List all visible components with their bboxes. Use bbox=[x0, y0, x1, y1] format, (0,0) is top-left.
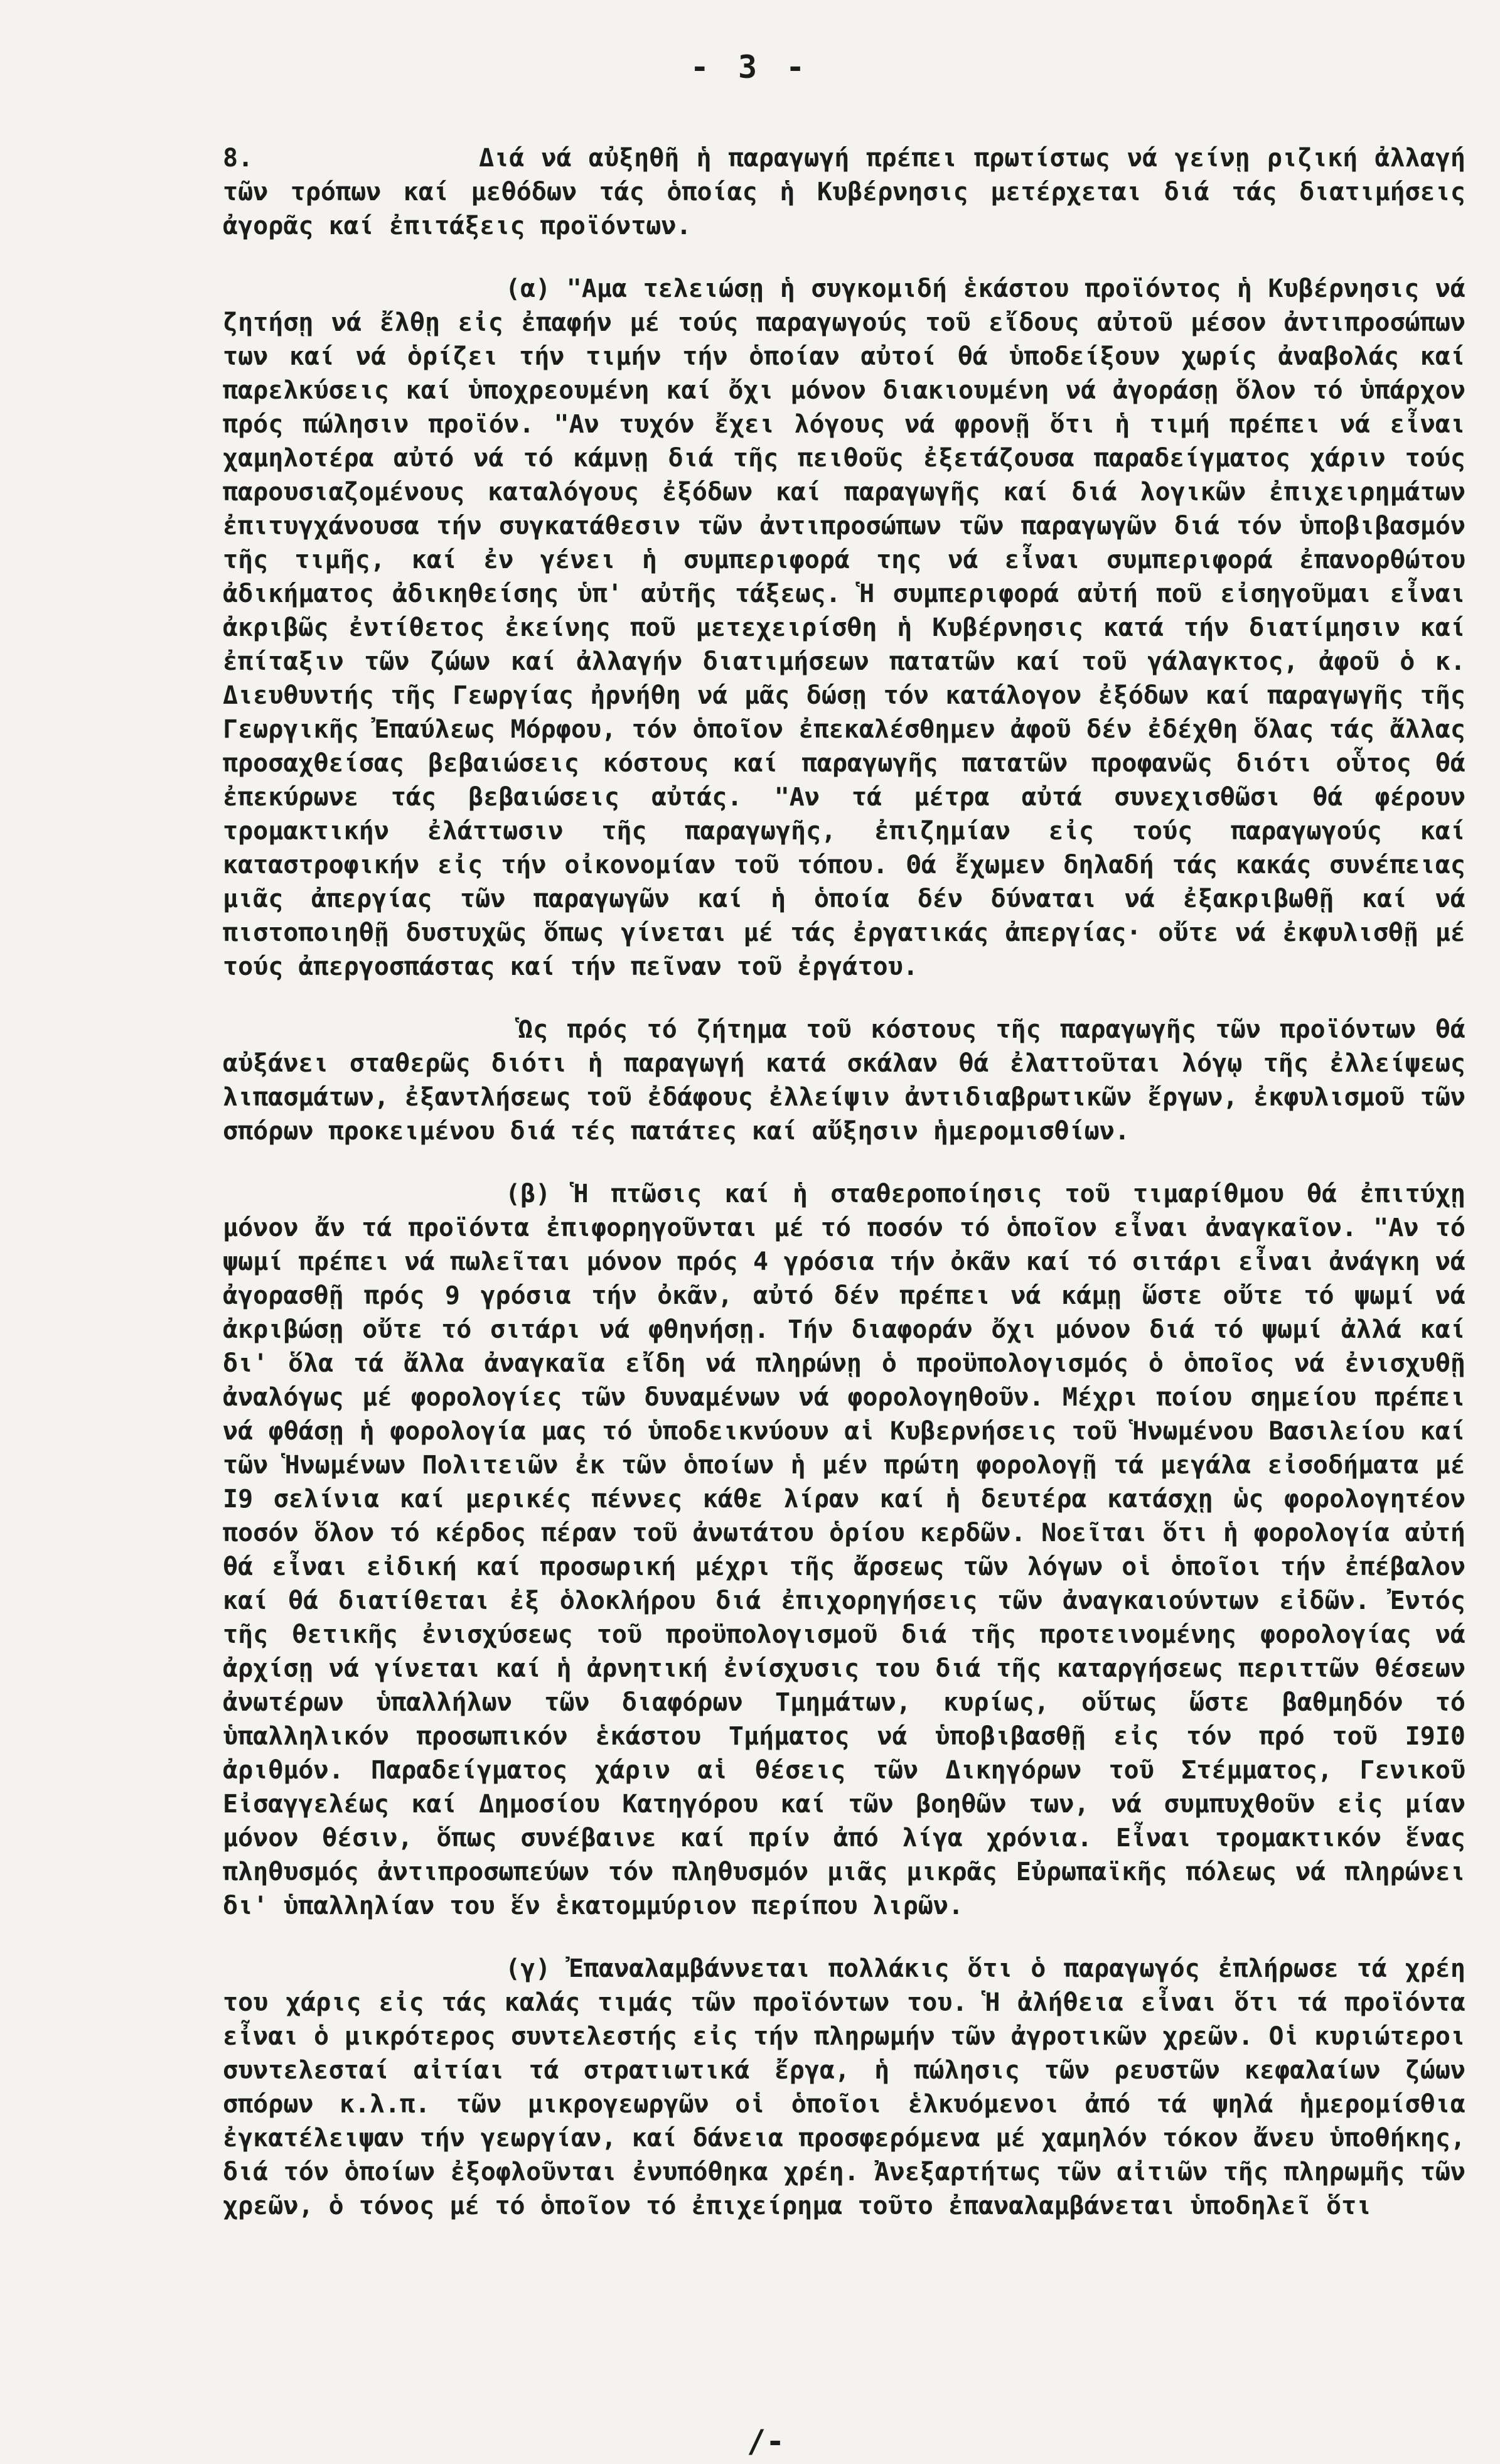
paragraph-8 bbox=[223, 141, 1465, 243]
document-body bbox=[223, 141, 1465, 2252]
paragraph-cost: Ὡς πρός τό ζήτημα τοῦ κόστους τῆς παραγωγῆς τῶν προϊόντων θά αὐξάνει σταθερῶς διότι ἡ παραγωγή κατά σκάλαν θά ἐλαττοῦται λόγῳ τῆς ἐλλείψεως λιπασμάτων, ἐξαντλήσεως τοῦ ἐδάφους ἐλλείψιν ἀντιδιαβρωτικῶν ἔργων, ἐκφυλισμοῦ τῶν σπόρων προκειμένου διά τές πατάτες καί αὔξησιν ἡμερομισθίων. bbox=[223, 1015, 1465, 1146]
paragraph-text: Διά νά αὐξηθῆ ἡ παραγωγή πρέπει πρωτίστως νά γείνῃ ριζική ἀλλαγή τῶν τρόπων καί μεθόδων τάς ὁποίας ἡ Κυβέρνησις μετέρχεται διά τάς διατιμήσεις ἀγορᾶς καί ἐπιτάξεις προϊόντων. bbox=[223, 144, 1465, 240]
continuation-mark: /- bbox=[747, 2423, 785, 2460]
paragraph-alpha: (α) "Αμα τελειώσῃ ἡ συγκομιδή ἑκάστου προϊόντος ἡ Κυβέρνησις νά ζητήσῃ νά ἔλθῃ εἰς ἐπαφήν μέ τούς παραγωγούς τοῦ εἴδους αὐτοῦ μέσον ἀντιπροσώπων των καί νά ὁρίζει τήν τιμήν τήν ὁποίαν αὐτοί θά ὑποδείξουν χωρίς ἀναβολάς καί παρελκύσεις καί ὑποχρεουμένη καί ὄχι μόνον διακιουμένη νά ἀγοράσῃ ὅλον τό ὑπάρχον πρός πώλησιν προϊόν. "Αν τυχόν ἔχει λόγους νά φρονῇ ὅτι ἡ τιμή πρέπει νά εἶναι χαμηλοτέρα αὐτό νά τό κάμνῃ διά τῆς πειθοῦς ἐξετάζουσα παραδείγματος χάριν τούς παρουσιαζομένους καταλόγους ἐξόδων καί παραγωγῆς καί διά λογικῶν ἐπιχειρημάτων ἐπιτυγχάνουσα τήν συγκατάθεσιν τῶν ἀντιπροσώπων τῶν παραγωγῶν διά τόν ὑποβιβασμόν τῆς τιμῆς, καί ἐν γένει ἡ συμπεριφορά της νά εἶναι συμπεριφορά ἐπανορθώτου ἀδικήματος ἀδικηθείσης ὑπ' αὐτῆς τάξεως. Ἡ συμπεριφορά αὐτή ποῦ εἰσηγοῦμαι εἶναι ἀκριβῶς ἐντίθετος ἐκείνης ποῦ μετεχειρίσθη ἡ Κυβέρνησις κατά τήν διατίμησιν καί ἐπίταξιν τῶν ζώων καί ἀλλαγήν διατιμήσεων πατατῶν καί τοῦ γάλαγκτος, ἀφοῦ ὁ κ. Διευθυντής τῆς Γεωργίας ἠρνήθη νά μᾶς δώσῃ τόν κατάλογον ἐξόδων καί παραγωγῆς τῆς Γεωργικῆς Ἐπαύλεως Μόρφου, τόν ὁποῖον ἐπεκαλέσθημεν ἀφοῦ δέν ἐδέχθη ὅλας τάς ἄλλας προσαχθείσας βεβαιώσεις κόστους καί παραγωγῆς πατατῶν προφανῶς διότι οὗτος θά ἐπεκύρωνε τάς βεβαιώσεις αὐτάς. "Αν τά μέτρα αὐτά συνεχισθῶσι θά φέρουν τρομακτικήν ἐλάττωσιν τῆς παραγωγῆς, ἐπιζημίαν εἰς τούς παραγωγούς καί καταστροφικήν εἰς τήν οἰκονομίαν τοῦ τόπου. Θά ἔχωμεν δηλαδή τάς κακάς συνέπειας μιᾶς ἀπεργίας τῶν παραγωγῶν καί ἡ ὁποία δέν δύναται νά ἐξακριβωθῇ καί νά πιστοποιηθῇ δυστυχῶς ὅπως γίνεται μέ τάς ἐργατικάς ἀπεργίας· οὔτε νά ἐκφυλισθῇ μέ τούς ἀπεργοσπάστας καί τήν πεῖναν τοῦ ἐργάτου. bbox=[223, 274, 1465, 981]
paragraph-beta: (β) Ἡ πτῶσις καί ἡ σταθεροποίησις τοῦ τιμαρίθμου θά ἐπιτύχῃ μόνον ἄν τά προϊόντα ἐπιφορηγοῦνται μέ τό ποσόν τό ὁποῖον εἶναι ἀναγκαῖον. "Αν τό ψωμί πρέπει νά πωλεῖται μόνον πρός 4 γρόσια τήν ὀκᾶν καί τό σιτάρι εἶναι ἀνάγκη νά ἀγορασθῇ πρός 9 γρόσια τήν ὀκᾶν, αὐτό δέν πρέπει νά κάμῃ ὥστε οὔτε τό ψωμί νά ἀκριβώσῃ οὔτε τό σιτάρι νά φθηνήσῃ. Τήν διαφοράν ὄχι μόνον διά τό ψωμί ἀλλά καί δι' ὅλα τά ἄλλα ἀναγκαῖα εἴδη νά πληρώνῃ ὁ προϋπολογισμός ὁ ὁποῖος νά ἐνισχυθῇ ἀναλόγως μέ φορολογίες τῶν δυναμένων νά φορολογηθοῦν. Μέχρι ποίου σημείου πρέπει νά φθάσῃ ἡ φορολογία μας τό ὑποδεικνύουν αἱ Κυβερνήσεις τοῦ Ἡνωμένου Βασιλείου καί τῶν Ἡνωμένων Πολιτειῶν ἐκ τῶν ὁποίων ἡ μέν πρώτη φορολογῇ τά μεγάλα εἰσοδήματα μέ Ι9 σελίνια καί μερικές πέννες κάθε λίραν καί ἡ δευτέρα κατάσχῃ ὡς φορολογητέον ποσόν ὅλον τό κέρδος πέραν τοῦ ἀνωτάτου ὁρίου κερδῶν. Νοεῖται ὅτι ἡ φορολογία αὐτή θά εἶναι εἰδική καί προσωρική μέχρι τῆς ἄρσεως τῶν λόγων οἱ ὁποῖοι τήν ἐπέβαλον καί θά διατίθεται ἐξ ὁλοκλήρου διά ἐπιχορηγήσεις τῶν ἀναγκαιούντων εἰδῶν. Ἐντός τῆς θετικῆς ἐνισχύσεως τοῦ προϋπολογισμοῦ διά τῆς προτεινομένης φορολογίας νά ἀρχίσῃ νά γίνεται καί ἡ ἀρνητική ἐνίσχυσις του διά τῆς καταργήσεως περιττῶν θέσεων ἀνωτέρων ὑπαλλήλων τῶν διαφόρων Τμημάτων, κυρίως, οὕτως ὥστε βαθμηδόν τό ὑπαλληλικόν προσωπικόν ἑκάστου Τμήματος νά ὑποβιβασθῇ εἰς τόν πρό τοῦ Ι9Ι0 ἀριθμόν. Παραδείγματος χάριν αἱ θέσεις τῶν Δικηγόρων τοῦ Στέμματος, Γενικοῦ Εἰσαγγελέως καί Δημοσίου Κατηγόρου καί τῶν βοηθῶν των, νά συμπυχθοῦν εἰς μίαν μόνον θέσιν, ὅπως συνέβαινε καί πρίν ἀπό λίγα χρόνια. Εἶναι τρομακτικόν ἕνας πληθυσμός ἀντιπροσωπεύων τόν πληθυσμόν μιᾶς μικρᾶς Εὐρωπαϊκῆς πόλεως νά πληρώνει δι' ὑπαλληλίαν του ἕν ἑκατομμύριον περίπου λιρῶν. bbox=[223, 1180, 1465, 1920]
page-number: - 3 - bbox=[690, 49, 810, 85]
paragraph-gamma: (γ) Ἐπαναλαμβάννεται πολλάκις ὅτι ὁ παραγωγός ἐπλήρωσε τά χρέη του χάρις εἰς τάς καλάς τιμάς τῶν προϊόντων του. Ἡ ἀλήθεια εἶναι ὅτι τά προϊόντα εἶναι ὁ μικρότερος συντελεστής εἰς τήν πληρωμήν τῶν ἀγροτικῶν χρεῶν. Οἱ κυριώτεροι συντελεσταί αἰτίαι τά στρατιωτικά ἔργα, ἡ πώλησις τῶν ρευστῶν κεφαλαίων ζώων σπόρων κ.λ.π. τῶν μικρογεωργῶν οἱ ὁποῖοι ἑλκυόμενοι ἀπό τά ψηλά ἡμερομίσθια ἐγκατέλειψαν τήν γεωργίαν, καί δάνεια προσφερόμενα μέ χαμηλόν τόκον ἄνευ ὑποθήκης, διά τόν ὁποίων ἐξοφλοῦνται ἐνυπόθηκα χρέη. Ἀνεξαρτήτως τῶν αἰτιῶν τῆς πληρωμῆς τῶν χρεῶν, ὁ τόνος μέ τό ὁποῖον τό ἐπιχείρημα τοῦτο ἐπαναλαμβάνεται ὑποδηλεῖ ὅτι bbox=[223, 1954, 1465, 2220]
paragraph-number: 8. bbox=[223, 144, 254, 173]
